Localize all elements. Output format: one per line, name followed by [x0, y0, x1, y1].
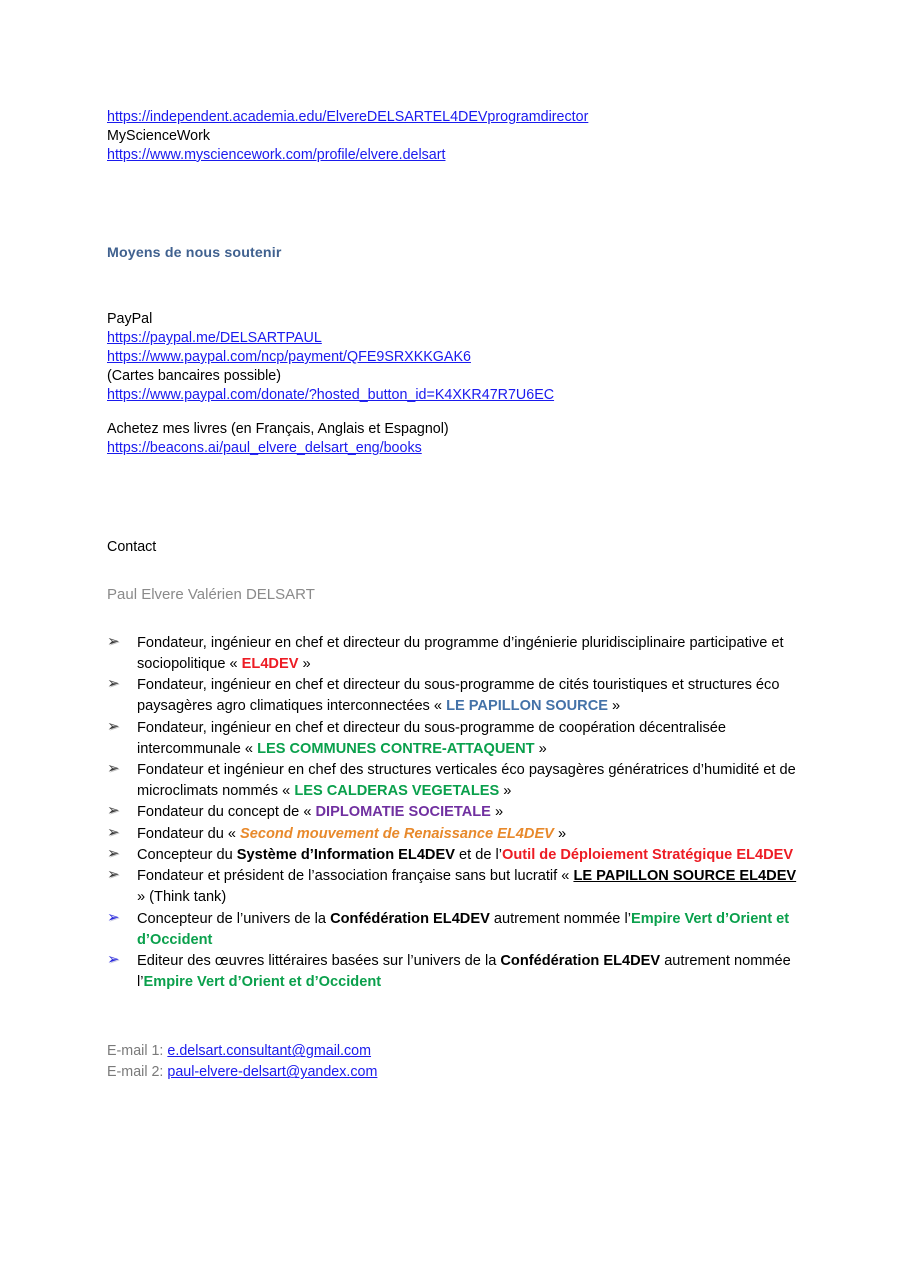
- arrow-bullet-icon: ➢: [107, 632, 120, 650]
- spacer: [107, 262, 807, 310]
- profile-links-block: [107, 108, 807, 164]
- arrow-bullet-icon: ➢: [107, 866, 120, 884]
- role-list-item: [107, 845, 799, 866]
- spacer: [107, 164, 807, 244]
- role-list-item: [107, 675, 799, 717]
- roles-list: [107, 633, 799, 993]
- document-content: [107, 108, 807, 1083]
- role-emphasis: EL4DEV: [241, 655, 299, 672]
- email-link[interactable]: e.delsart.consultant@gmail.com: [167, 1043, 372, 1060]
- email-label: E-mail 2:: [107, 1064, 168, 1081]
- role-text: »: [534, 740, 547, 757]
- emails-block: [107, 1041, 807, 1083]
- role-emphasis: Second mouvement de Renaissance EL4DEV: [240, 825, 554, 842]
- arrow-bullet-icon: ➢: [107, 823, 120, 841]
- role-emphasis: Empire Vert d’Orient et d’Occident: [143, 973, 382, 990]
- arrow-bullet-icon: ➢: [107, 759, 120, 777]
- role-list-item: [107, 951, 799, 993]
- role-text: Fondateur, ingénieur en chef et directeur du programme d’ingénierie pluridisciplinaire participative et sociopolitique «: [137, 634, 784, 672]
- books-label: Achetez mes livres (en Français, Anglais et Espagnol): [107, 421, 449, 438]
- role-text: autrement nommée l’: [489, 910, 631, 927]
- mysciencework-profile-link[interactable]: https://www.mysciencework.com/profile/elvere.delsart: [107, 146, 446, 163]
- role-list-item: [107, 824, 799, 845]
- role-text: »: [607, 698, 621, 715]
- role-emphasis: Confédération EL4DEV: [500, 953, 661, 970]
- role-text: et de l’: [454, 847, 503, 864]
- spacer: [107, 404, 807, 420]
- academia-profile-link[interactable]: https://independent.academia.edu/ElvereDELSARTEL4DEVprogramdirector: [107, 109, 589, 125]
- contact-heading: Contact: [107, 538, 157, 555]
- role-text: autrement nommée l’: [137, 953, 791, 990]
- role-text: Fondateur et président de l’association française sans but lucratif «: [137, 868, 574, 885]
- role-emphasis: Système d’Information EL4DEV: [236, 847, 455, 864]
- spacer: [107, 993, 807, 1041]
- role-list-item: [107, 633, 799, 675]
- arrow-bullet-icon: ➢: [107, 717, 120, 735]
- paypal-label: PayPal: [107, 311, 153, 328]
- role-emphasis: Empire Vert d’Orient et d’Occident: [137, 910, 790, 948]
- support-section-heading: Moyens de nous soutenir: [107, 245, 282, 262]
- role-text: »: [298, 655, 311, 672]
- role-emphasis: LE PAPILLON SOURCE: [446, 698, 608, 715]
- role-list-item: [107, 802, 799, 823]
- books-store-link[interactable]: https://beacons.ai/paul_elvere_delsart_eng/books: [107, 440, 422, 457]
- arrow-bullet-icon: ➢: [107, 951, 120, 969]
- role-text: Fondateur, ingénieur en chef et directeur du sous-programme de coopération décentralisée intercommunale «: [137, 719, 726, 757]
- arrow-bullet-icon: ➢: [107, 802, 120, 820]
- arrow-bullet-icon: ➢: [107, 675, 120, 693]
- email-link[interactable]: paul-elvere-delsart@yandex.com: [167, 1064, 378, 1081]
- paypal-donate-link[interactable]: https://www.paypal.com/donate/?hosted_button_id=K4XKR47R7U6EC: [107, 386, 555, 403]
- role-text: »: [553, 825, 567, 842]
- role-emphasis: LES CALDERAS VEGETALES: [294, 782, 500, 799]
- spacer: [107, 605, 807, 633]
- role-text: Concepteur du: [137, 847, 237, 864]
- paypal-ncp-payment-link[interactable]: https://www.paypal.com/ncp/payment/QFE9SRXKKGAK6: [107, 348, 471, 365]
- role-list-item: [107, 909, 799, 951]
- role-emphasis: LES COMMUNES CONTRE-ATTAQUENT: [257, 740, 535, 757]
- role-text: »: [490, 804, 504, 821]
- arrow-bullet-icon: ➢: [107, 845, 120, 863]
- mysciencework-label: MyScienceWork: [107, 127, 211, 144]
- role-text: » (Think tank): [137, 889, 227, 906]
- role-text: Fondateur du concept de «: [137, 804, 316, 821]
- role-text: Concepteur de l’univers de la: [137, 910, 331, 927]
- role-list-item: [107, 866, 799, 908]
- role-list-item: [107, 718, 799, 760]
- spacer: [107, 557, 807, 585]
- email-row: [107, 1041, 807, 1062]
- bank-cards-note: (Cartes bancaires possible): [107, 367, 282, 384]
- paypal-me-link[interactable]: https://paypal.me/DELSARTPAUL: [107, 330, 322, 347]
- role-text: Fondateur, ingénieur en chef et directeur du sous-programme de cités touristiques et structures éco paysagères agro climatiques interconnectées «: [137, 677, 780, 715]
- person-name: Paul Elvere Valérien DELSART: [107, 585, 315, 603]
- role-emphasis: DIPLOMATIE SOCIETALE: [315, 804, 491, 821]
- email-label: E-mail 1:: [107, 1043, 168, 1060]
- arrow-bullet-icon: ➢: [107, 908, 120, 926]
- spacer: [107, 458, 807, 538]
- email-row: [107, 1062, 807, 1083]
- books-block: [107, 420, 807, 458]
- role-text: Editeur des œuvres littéraires basées sur l’univers de la: [137, 953, 501, 970]
- paypal-block: [107, 310, 807, 404]
- role-text: Fondateur du «: [137, 825, 241, 842]
- role-emphasis: Outil de Déploiement Stratégique EL4DEV: [502, 847, 794, 864]
- role-list-item: [107, 760, 799, 802]
- role-emphasis: Confédération EL4DEV: [330, 910, 490, 927]
- role-text: »: [499, 782, 512, 799]
- role-text: Fondateur et ingénieur en chef des structures verticales éco paysagères génératrices d’humidité et de microclimats nommés «: [137, 761, 796, 799]
- role-emphasis: LE PAPILLON SOURCE EL4DEV: [573, 868, 797, 885]
